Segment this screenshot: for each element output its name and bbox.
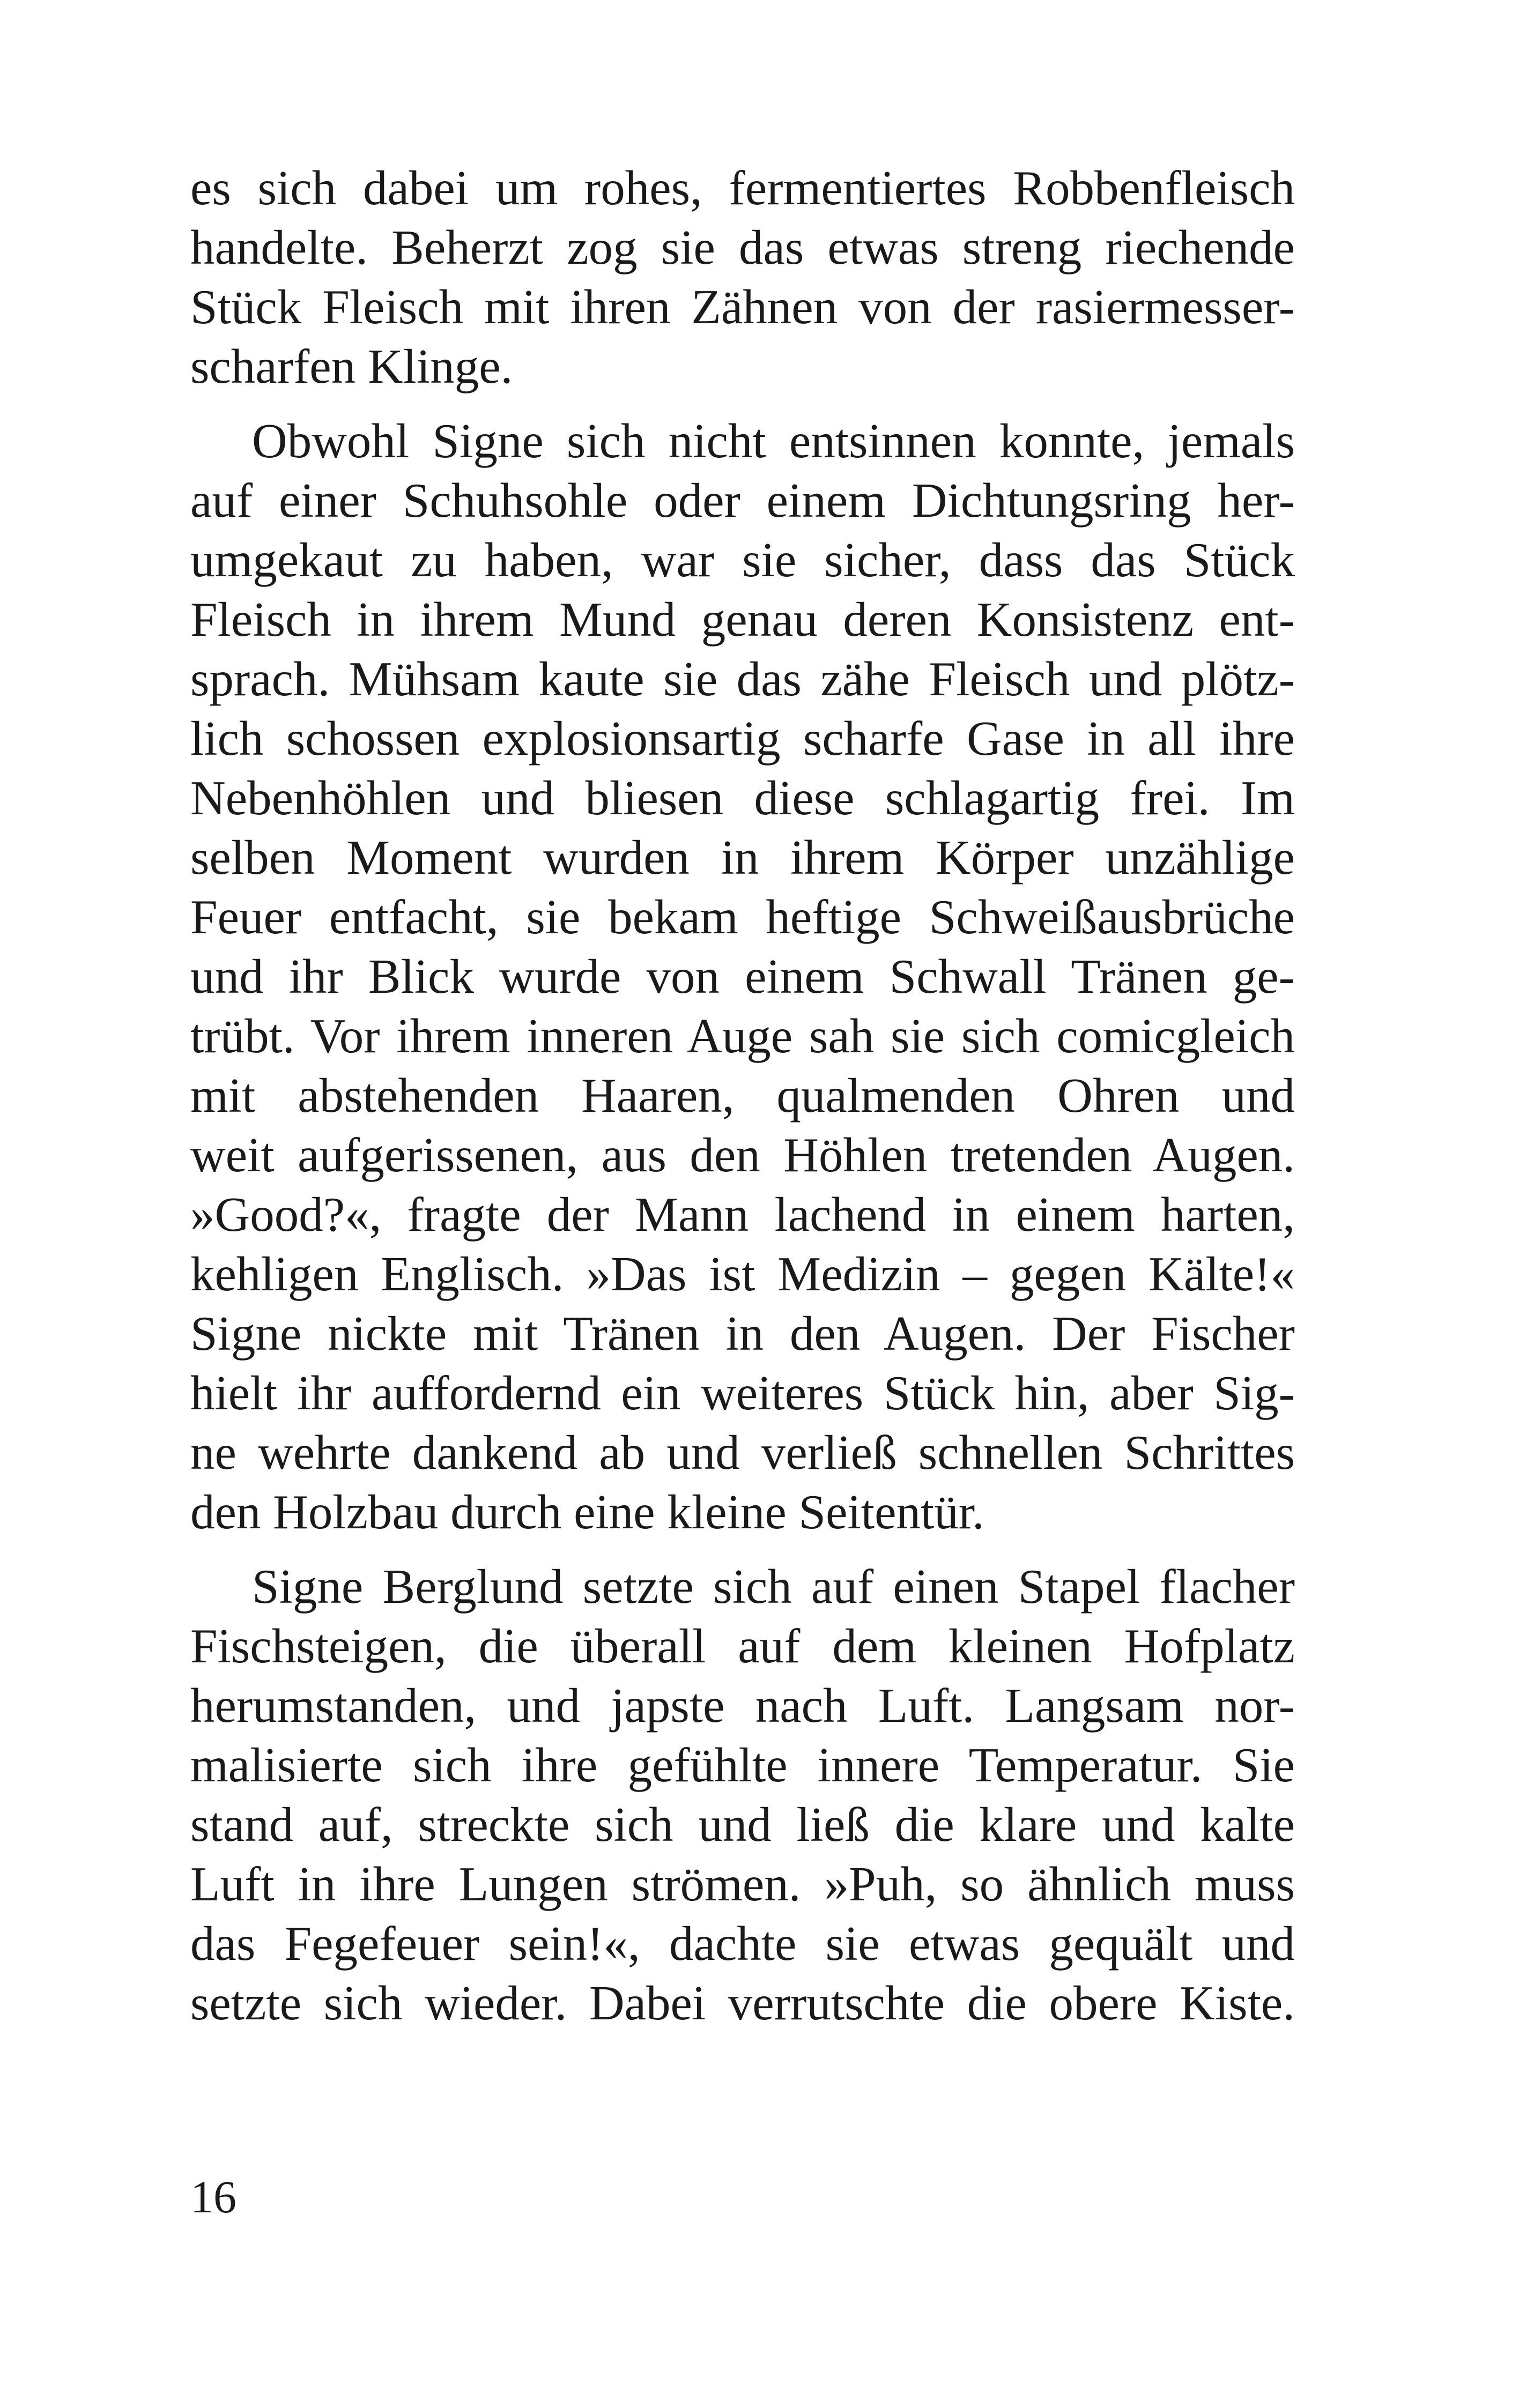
text-line: mit abstehenden Haaren, qualmenden Ohren und <box>190 1068 1295 1123</box>
text-line: Nebenhöhlen und bliesen diese schlagartig frei. Im <box>190 771 1295 825</box>
text-line: weit aufgerissenen, aus den Höhlen tretenden Augen. <box>190 1128 1295 1182</box>
text-line: kehligen Englisch. »Das ist Medizin – gegen Kälte!« <box>190 1247 1295 1301</box>
paragraph <box>190 158 1295 396</box>
text-line: ne wehrte dankend ab und verließ schnellen Schrittes <box>190 1425 1295 1480</box>
text-line: den Holzbau durch eine kleine Seitentür. <box>190 1485 984 1539</box>
text-line: Luft in ihre Lungen strömen. »Puh, so ähnlich muss <box>190 1857 1295 1911</box>
text-line: herumstanden, und japste nach Luft. Langsam nor- <box>190 1678 1295 1733</box>
text-line: und ihr Blick wurde von einem Schwall Tränen ge- <box>190 949 1295 1004</box>
paragraph <box>190 1557 1295 2033</box>
text-line: das Fegefeuer sein!«, dachte sie etwas gequält und <box>190 1916 1295 1971</box>
text-line: sprach. Mühsam kaute sie das zähe Fleisch und plötz- <box>190 652 1295 706</box>
text-line: Fleisch in ihrem Mund genau deren Konsistenz ent- <box>190 592 1295 646</box>
text-line: Signe Berglund setzte sich auf einen Stapel flacher <box>252 1559 1295 1614</box>
text-line: setzte sich wieder. Dabei verrutschte die obere Kiste. <box>190 1976 1295 2030</box>
text-line: trübt. Vor ihrem inneren Auge sah sie sich comicgleich <box>190 1009 1295 1063</box>
text-line: stand auf, streckte sich und ließ die klare und kalte <box>190 1797 1295 1852</box>
text-line: umgekaut zu haben, war sie sicher, dass das Stück <box>190 533 1295 587</box>
text-line: malisierte sich ihre gefühlte innere Temperatur. Sie <box>190 1738 1295 1792</box>
text-line: handelte. Beherzt zog sie das etwas streng riechende <box>190 220 1295 274</box>
text-line: Feuer entfacht, sie bekam heftige Schweißausbrüche <box>190 890 1295 944</box>
paragraph <box>190 411 1295 1542</box>
text-line: lich schossen explosionsartig scharfe Gase in all ihre <box>190 711 1295 765</box>
text-line: Signe nickte mit Tränen in den Augen. Der Fischer <box>190 1306 1295 1361</box>
text-line: »Good?«, fragte der Mann lachend in einem harten, <box>190 1187 1295 1242</box>
page-body <box>190 158 1295 2033</box>
text-line: Stück Fleisch mit ihren Zähnen von der rasiermesser- <box>190 280 1295 334</box>
text-line: Obwohl Signe sich nicht entsinnen konnte, jemals <box>252 414 1295 468</box>
text-line: selben Moment wurden in ihrem Körper unzählige <box>190 830 1295 885</box>
text-line: auf einer Schuhsohle oder einem Dichtungsring her- <box>190 473 1295 527</box>
text-line: es sich dabei um rohes, fermentiertes Robbenfleisch <box>190 161 1295 215</box>
text-line: scharfen Klinge. <box>190 339 513 393</box>
page-number: 16 <box>190 2171 236 2223</box>
text-line: Fischsteigen, die überall auf dem kleinen Hofplatz <box>190 1619 1295 1673</box>
text-line: hielt ihr auffordernd ein weiteres Stück hin, aber Sig- <box>190 1366 1295 1420</box>
